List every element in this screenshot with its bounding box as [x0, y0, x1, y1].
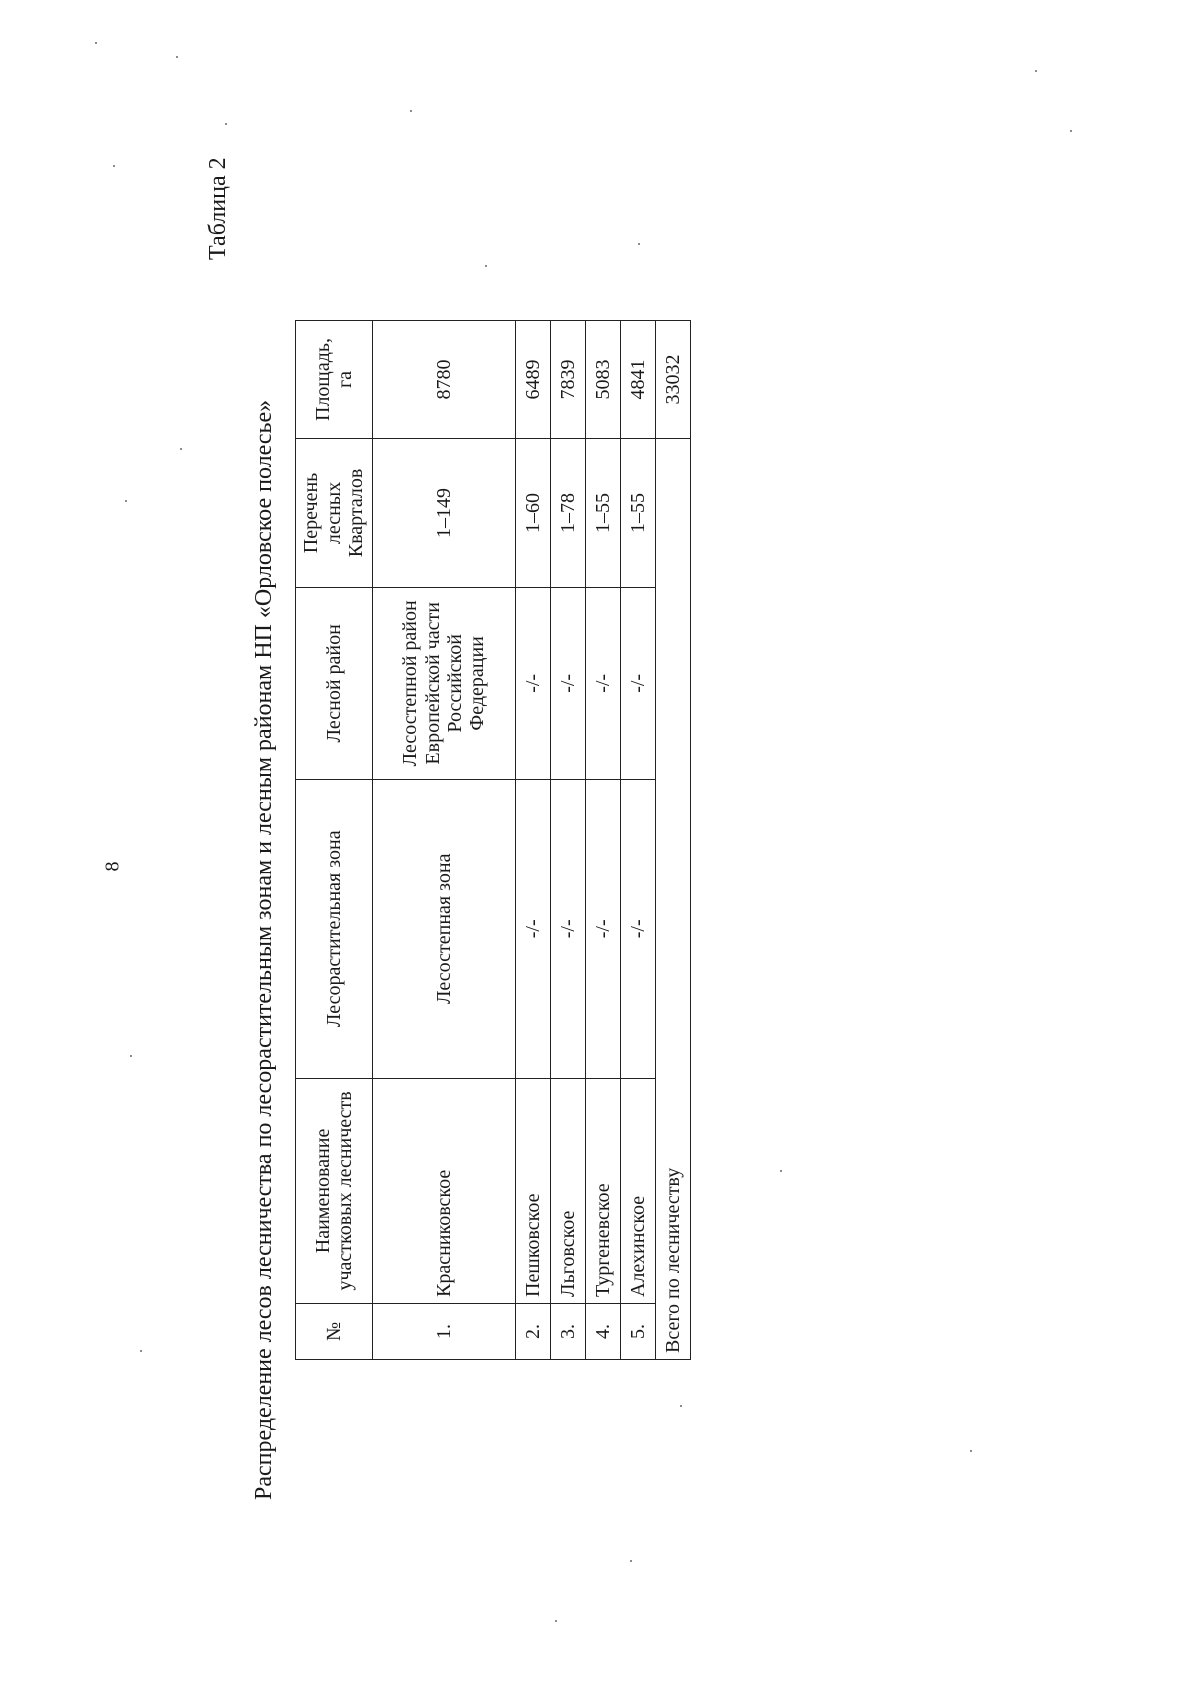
scan-speck: [410, 110, 412, 112]
cell-forest-region: Лесостепной район Европейской части Российской Федерации: [373, 587, 516, 779]
cell-area: 7839: [551, 321, 586, 439]
cell-quarters: 1–149: [373, 438, 516, 587]
scan-speck: [1070, 130, 1072, 132]
cell-district-name: Тургеневское: [586, 1078, 621, 1303]
table-caption: Распределение лесов лесничества по лесорастительным зонам и лесным районам НП «Орловское полесье»: [251, 399, 277, 1500]
header-forest-zone: Лесорастительная зона: [296, 779, 373, 1078]
header-district-name: Наименование участковых лесничеств: [296, 1078, 373, 1303]
table-row: [516, 321, 551, 1360]
cell-forest-region: -/-: [516, 587, 551, 779]
rotated-page-content: [205, 110, 745, 1500]
cell-forest-zone: -/-: [621, 779, 656, 1078]
cell-quarters: 1–55: [621, 438, 656, 587]
total-label: Всего по лесничеству: [656, 438, 691, 1359]
total-value: 33032: [656, 321, 691, 439]
page-number: 8: [101, 861, 124, 872]
forest-distribution-table: [295, 320, 691, 1360]
scan-speck: [140, 1350, 142, 1352]
header-forest-region: Лесной район: [296, 587, 373, 779]
table-header-row: [296, 321, 373, 1360]
scan-speck: [680, 1405, 682, 1407]
cell-area: 8780: [373, 321, 516, 439]
cell-district-name: Алехинское: [621, 1078, 656, 1303]
scan-speck: [630, 1560, 632, 1562]
cell-quarters: 1–60: [516, 438, 551, 587]
cell-forest-region: -/-: [621, 587, 656, 779]
cell-forest-zone: -/-: [516, 779, 551, 1078]
header-number: №: [296, 1304, 373, 1360]
scan-speck: [113, 165, 115, 167]
table-total-row: [656, 321, 691, 1360]
cell-quarters: 1–55: [586, 438, 621, 587]
cell-number: 1.: [373, 1304, 516, 1360]
cell-area: 4841: [621, 321, 656, 439]
scan-speck: [780, 1170, 782, 1172]
cell-number: 2.: [516, 1304, 551, 1360]
scan-speck: [225, 123, 227, 125]
cell-forest-region: -/-: [551, 587, 586, 779]
cell-forest-zone: -/-: [551, 779, 586, 1078]
cell-area: 5083: [586, 321, 621, 439]
scan-speck: [180, 448, 182, 450]
header-quarters: Перечень лесных Кварталов: [296, 438, 373, 587]
table-label: Таблица 2: [205, 157, 231, 260]
cell-forest-region: -/-: [586, 587, 621, 779]
scan-speck: [125, 500, 127, 502]
cell-forest-zone: Лесостепная зона: [373, 779, 516, 1078]
cell-number: 3.: [551, 1304, 586, 1360]
scan-speck: [95, 42, 97, 44]
cell-district-name: Пешковское: [516, 1078, 551, 1303]
table-row: [373, 321, 516, 1360]
table-row: [586, 321, 621, 1360]
scan-speck: [638, 243, 640, 245]
cell-number: 4.: [586, 1304, 621, 1360]
cell-district-name: Красниковское: [373, 1078, 516, 1303]
cell-quarters: 1–78: [551, 438, 586, 587]
header-area: Площадь, га: [296, 321, 373, 439]
cell-area: 6489: [516, 321, 551, 439]
table-row: [621, 321, 656, 1360]
cell-district-name: Льговское: [551, 1078, 586, 1303]
scan-speck: [176, 56, 178, 58]
scan-speck: [1035, 70, 1037, 72]
scan-speck: [970, 1450, 972, 1452]
cell-forest-zone: -/-: [586, 779, 621, 1078]
cell-number: 5.: [621, 1304, 656, 1360]
scan-speck: [130, 1055, 132, 1057]
scan-speck: [555, 1620, 557, 1622]
table-row: [551, 321, 586, 1360]
scan-speck: [485, 265, 487, 267]
